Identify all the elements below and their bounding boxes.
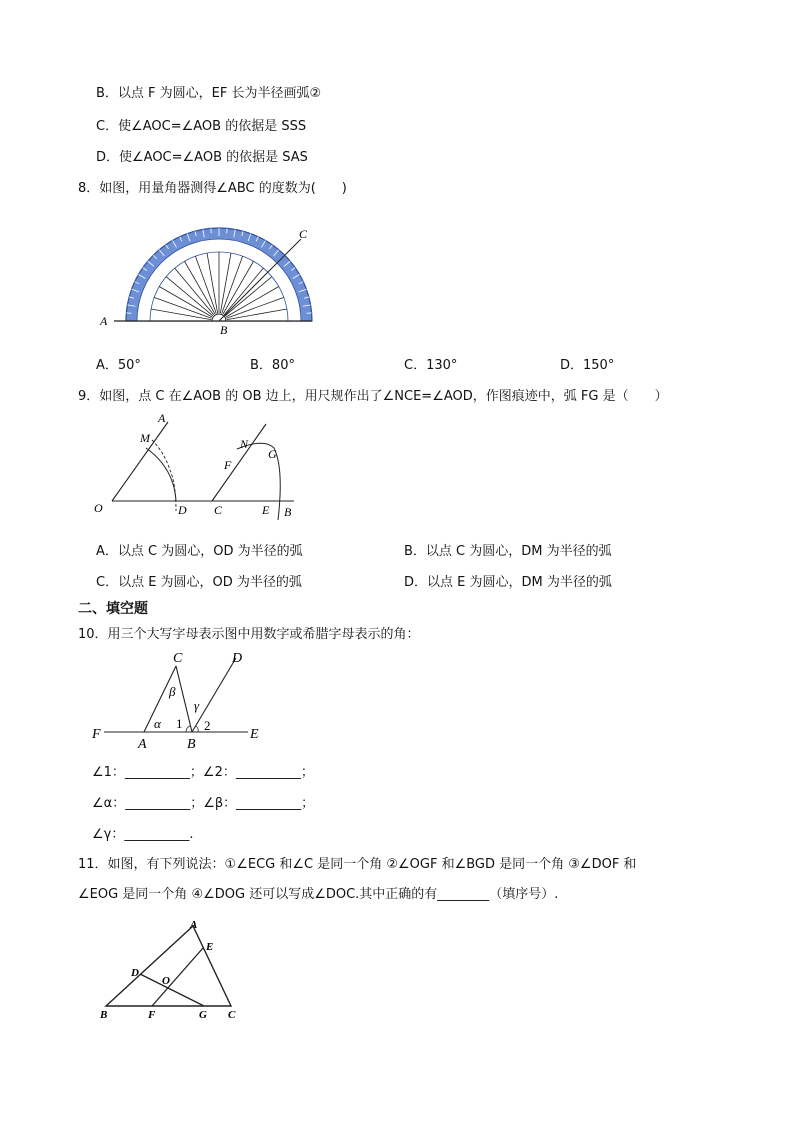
label-g: G [199, 1009, 207, 1021]
triangle-abc [106, 926, 231, 1006]
label-e: E [262, 503, 270, 517]
label-d: D [232, 651, 243, 666]
q8-protractor-figure [96, 218, 336, 336]
label-a: A [158, 411, 166, 425]
label-a: A [100, 314, 108, 328]
q9-construction-figure [94, 408, 304, 520]
q9-option-c: C．以点 E 为圆心，OD 为半径的弧 [96, 575, 302, 590]
q8-option-d: D．150° [560, 358, 615, 373]
label-1: 1 [176, 716, 183, 731]
line-dg [140, 974, 204, 1006]
label-b: B [220, 323, 228, 336]
label-2: 2 [204, 718, 211, 733]
q10-blank-row3[interactable]: ∠γ：__________. [92, 827, 194, 842]
label-c: C [228, 1009, 236, 1021]
label-f: F [148, 1009, 156, 1021]
label-d: D [178, 503, 187, 517]
angle-mark-1 [186, 726, 190, 732]
q11-triangle-figure [96, 916, 246, 1022]
q8-stem: 8．如图，用量角器测得∠ABC 的度数为( ) [78, 181, 347, 196]
label-b: B [100, 1009, 108, 1021]
q10-stem: 10．用三个大写字母表示图中用数字或希腊字母表示的角： [78, 627, 420, 642]
q7-option-d: D．使∠AOC=∠AOB 的依据是 SAS [96, 150, 308, 165]
label-c: C [173, 651, 183, 666]
q11-stem-line1: 11．如图，有下列说法：①∠ECG 和∠C 是同一个角 ②∠OGF 和∠BGD 是同一个角 ③∠DOF 和 [78, 857, 637, 872]
q7-option-b: B．以点 F 为圆心，EF 长为半径画弧② [96, 86, 322, 101]
q10-blank-row1[interactable]: ∠1：__________；∠2：__________； [92, 765, 314, 780]
label-e: E [206, 941, 214, 953]
label-m: M [140, 431, 150, 445]
q10-blank-row2[interactable]: ∠α：__________；∠β：__________； [92, 796, 315, 811]
q8-option-c: C．130° [404, 358, 458, 373]
label-f: F [92, 727, 101, 742]
q8-option-b: B．80° [250, 358, 295, 373]
label-b: B [284, 505, 292, 519]
label-o: O [94, 501, 103, 515]
label-n: N [240, 437, 249, 451]
q7-option-c: C．使∠AOC=∠AOB 的依据是 SSS [96, 119, 307, 134]
label-o: O [162, 975, 170, 987]
q9-option-a: A．以点 C 为圆心，OD 为半径的弧 [96, 544, 303, 559]
q9-option-d: D．以点 E 为圆心，DM 为半径的弧 [404, 575, 612, 590]
label-a: A [138, 737, 147, 752]
label-c: C [214, 503, 223, 517]
q10-angle-figure [90, 646, 270, 754]
label-b: B [187, 737, 196, 752]
section-title: 二、填空题 [78, 601, 148, 617]
label-f: F [224, 458, 232, 472]
label-c: C [299, 227, 308, 241]
label-alpha: α [154, 716, 161, 731]
label-e: E [250, 727, 259, 742]
label-d: D [131, 967, 139, 979]
label-gamma: γ [194, 698, 200, 713]
label-beta: β [169, 684, 176, 699]
q9-option-b: B．以点 C 为圆心，DM 为半径的弧 [404, 544, 612, 559]
q11-stem-line2[interactable]: ∠EOG 是同一个角 ④∠DOG 还可以写成∠DOC.其中正确的有________（填序号）. [78, 887, 559, 902]
label-a: A [190, 919, 198, 931]
line-bd [192, 658, 236, 732]
q8-option-a: A．50° [96, 358, 141, 373]
angle-mark-2 [196, 726, 198, 732]
label-g: G [268, 447, 277, 461]
line-cn [212, 424, 266, 501]
arc-md-dashed [152, 440, 176, 511]
q9-stem: 9．如图，点 C 在∠AOB 的 OB 边上，用尺规作出了∠NCE=∠AOD，作图痕迹中，弧 FG 是（ ） [78, 389, 668, 404]
